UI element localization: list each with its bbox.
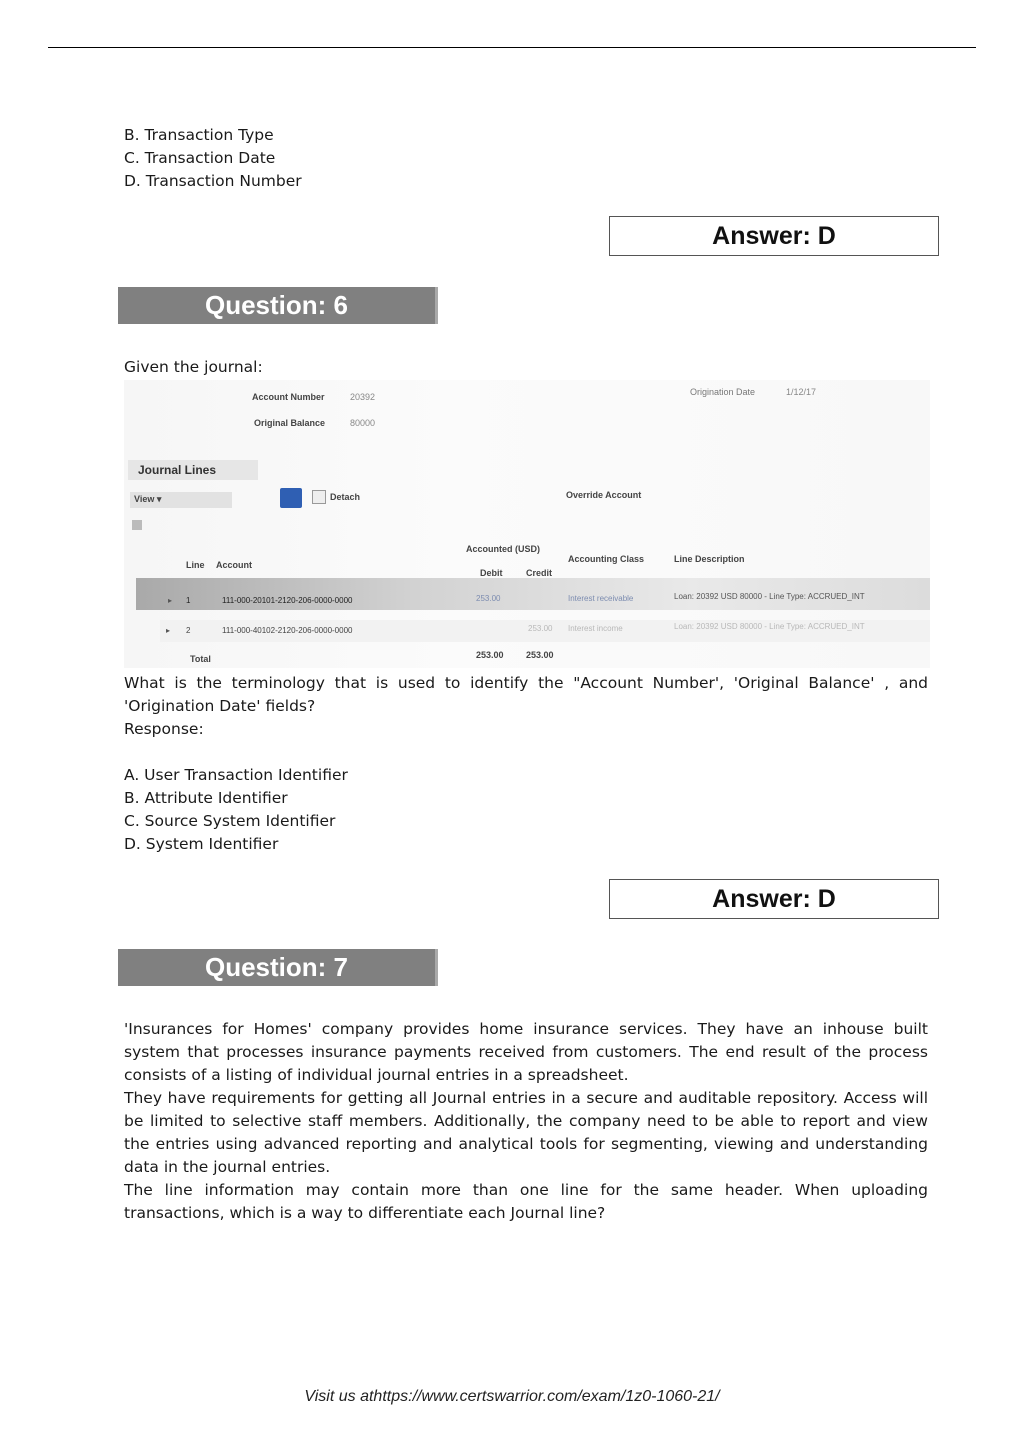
- header-rule: [48, 47, 976, 48]
- origination-date-label: Origination Date: [690, 387, 756, 397]
- row-1-expand-icon[interactable]: ▸: [168, 596, 173, 605]
- total-credit: 253.00: [526, 650, 554, 660]
- row-2-accounting-class: Interest income: [568, 624, 623, 633]
- question-6-intro: Given the journal:: [124, 358, 263, 376]
- question-7-body: [124, 1018, 928, 1225]
- row-1-accounting-class: Interest receivable: [568, 594, 634, 603]
- answer-box-prev: Answer: D: [609, 216, 939, 256]
- col-line: Line: [186, 560, 205, 570]
- option-d: D. Transaction Number: [124, 172, 302, 190]
- question-7-paragraph: They have requirements for getting all Journal entries in a secure and auditable repository. Access will be limited to selective staff members. Additionally, the company need to be able to report and view the entries using advanced reporting and analytical tools for segmenting, viewing and understanding data in the journal entries.: [124, 1089, 928, 1176]
- row-2-credit: 253.00: [528, 624, 553, 633]
- original-balance-value: 80000: [350, 418, 376, 428]
- col-account: Account: [216, 560, 252, 570]
- override-account-label: Override Account: [566, 490, 642, 500]
- response-label: Response:: [124, 720, 204, 738]
- option-b: B. Transaction Type: [124, 126, 274, 144]
- origination-date-value: 1/12/17: [786, 387, 817, 397]
- answer-box-6: Answer: D: [609, 879, 939, 919]
- question-6-prompt: [124, 672, 928, 741]
- journal-screenshot: [124, 380, 930, 668]
- question-7-title: Question: 7: [118, 949, 438, 986]
- question-6-options: [124, 764, 348, 856]
- account-number-label: Account Number: [252, 392, 325, 402]
- question-7-paragraph: 'Insurances for Homes' company provides home insurance services. They have an inhouse built system that processes insurance payments received from customers. The end result of the process consists of a listing of individual journal entries in a spreadsheet.: [124, 1020, 928, 1084]
- footer-link[interactable]: Visit us athttps://www.certswarrior.com/exam/1z0-1060-21/: [304, 1388, 720, 1405]
- filter-icon[interactable]: [280, 488, 302, 508]
- view-menu[interactable]: View ▾: [134, 494, 162, 504]
- row-2-line: 2: [186, 626, 191, 635]
- question-6-title: Question: 6: [118, 287, 438, 324]
- row-1-debit: 253.00: [476, 594, 501, 603]
- original-balance-label: Original Balance: [254, 418, 326, 428]
- detach-icon[interactable]: [312, 490, 326, 504]
- question-7-paragraph: The line information may contain more than one line for the same header. When uploading transactions, which is a way to differentiate each Journal line?: [124, 1181, 928, 1222]
- row-1-description: Loan: 20392 USD 80000 - Line Type: ACCRUED_INT: [674, 592, 865, 601]
- col-credit: Credit: [526, 568, 553, 578]
- accounted-usd-label: Accounted (USD): [466, 544, 540, 554]
- option-d: D. System Identifier: [124, 835, 279, 853]
- journal-lines-title: Journal Lines: [138, 463, 217, 477]
- row-1-line: 1: [186, 596, 191, 605]
- row-2-expand-icon[interactable]: ▸: [166, 626, 171, 635]
- total-debit: 253.00: [476, 650, 504, 660]
- row-2-account: 111-000-40102-2120-206-0000-0000: [222, 626, 353, 635]
- option-c: C. Source System Identifier: [124, 812, 336, 830]
- question-6-prompt-text: What is the terminology that is used to identify the "Account Number', 'Original Balance' , and 'Origination Date' fields?: [124, 674, 928, 715]
- col-debit: Debit: [480, 568, 503, 578]
- option-b: B. Attribute Identifier: [124, 789, 288, 807]
- col-line-description: Line Description: [674, 554, 745, 564]
- option-c: C. Transaction Date: [124, 149, 276, 167]
- prev-options: [124, 124, 302, 193]
- account-number-value: 20392: [350, 392, 376, 402]
- row-2-description: Loan: 20392 USD 80000 - Line Type: ACCRUED_INT: [674, 622, 865, 631]
- detach-button[interactable]: Detach: [330, 492, 361, 502]
- total-label: Total: [190, 654, 211, 664]
- edit-icon[interactable]: [132, 520, 142, 530]
- row-1-account: 111-000-20101-2120-206-0000-0000: [222, 596, 353, 605]
- col-accounting-class: Accounting Class: [568, 554, 645, 564]
- option-a: A. User Transaction Identifier: [124, 766, 348, 784]
